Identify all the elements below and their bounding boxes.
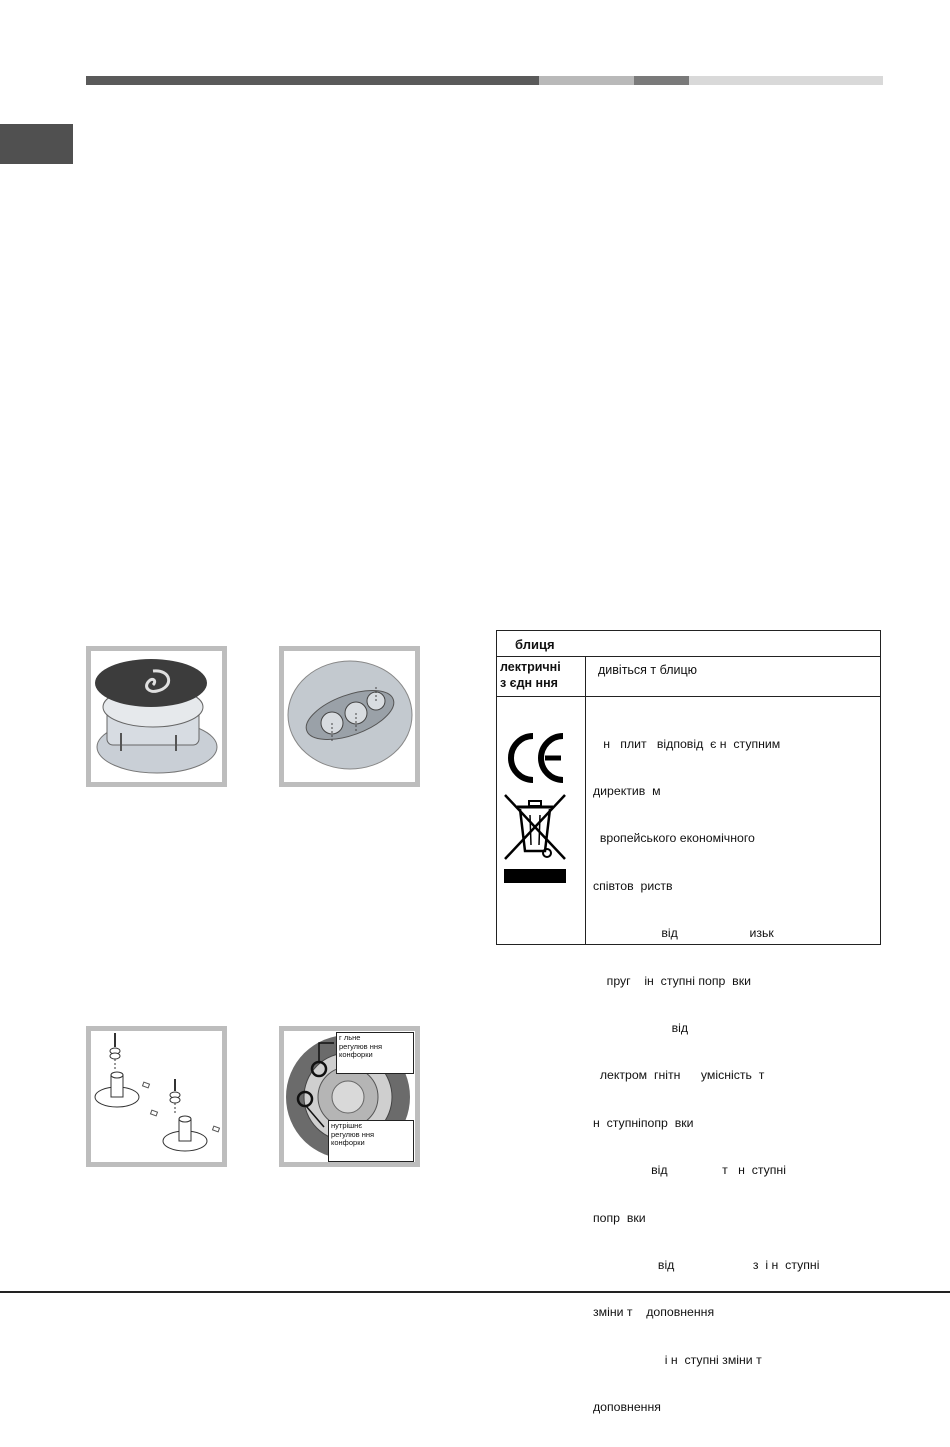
inner-adjustment-label: нутрішнє регулюв ння конфорки xyxy=(328,1120,414,1162)
ce-mark-icon xyxy=(505,730,567,786)
electrical-connection-value: дивіться т блицю xyxy=(598,663,698,677)
header-rule-segment xyxy=(689,76,883,85)
outer-adjustment-label: г льне регулюв ння конфорки xyxy=(336,1032,414,1074)
header-rule xyxy=(86,76,883,85)
language-side-tab xyxy=(0,124,73,164)
electrical-connection-label: лектричні з єдн ння xyxy=(497,657,586,696)
table-title: блиця xyxy=(497,631,880,657)
footer-rule xyxy=(0,1291,950,1293)
compliance-row xyxy=(497,697,880,1415)
burner-injector-figure xyxy=(279,646,420,787)
burner-assembly-figure xyxy=(86,646,227,787)
header-rule-segment xyxy=(539,76,634,85)
compliance-text: н плит відповід є н ступним директив м вропейського економічного співтов риств від изьк пруг ін ступні попр вки від лектром гнітн умісність т н ступніпопр вки від т н ступні попр вки від з і н ступні зміни т доповнення і н ступні зміни т доповнення xyxy=(593,736,820,1415)
technical-data-table xyxy=(496,630,881,1415)
burner-adjustment-figure xyxy=(279,1026,420,1167)
header-rule-segment xyxy=(86,76,539,85)
weee-crossed-bin-icon xyxy=(503,791,567,887)
electrical-connection-row xyxy=(497,657,880,697)
compliance-icons-cell xyxy=(497,697,586,944)
tap-adjustment-figure xyxy=(86,1026,227,1167)
header-rule-segment xyxy=(634,76,689,85)
